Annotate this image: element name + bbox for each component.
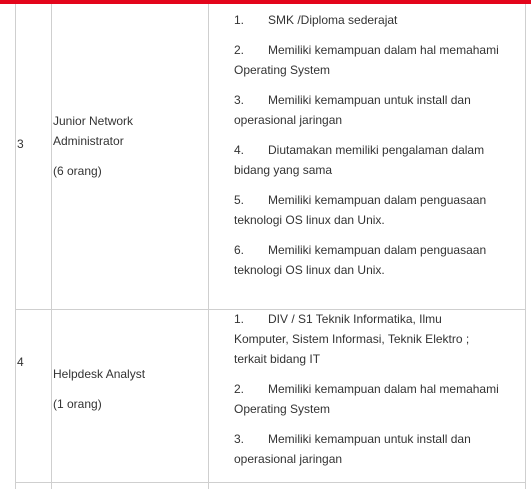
requirement-text: Memiliki kemampuan untuk install dan (268, 93, 471, 107)
requirement-item (234, 90, 529, 130)
row-number: 4 (17, 355, 24, 369)
requirement-text: teknologi OS linux dan Unix. (234, 213, 385, 227)
requirement-text: Memiliki kemampuan untuk install dan (268, 432, 471, 446)
requirement-text: Memiliki kemampuan dalam hal memahami (268, 43, 499, 57)
position-count: (1 orang) (53, 397, 102, 411)
requirement-item (234, 379, 529, 419)
requirement-number: 2. (234, 382, 245, 396)
requirement-text: Memiliki kemampuan dalam hal memahami (268, 382, 499, 396)
requirement-text: terkait bidang IT (234, 352, 321, 366)
requirement-text: Diutamakan memiliki pengalaman dalam (268, 143, 485, 157)
row-number: 3 (17, 137, 24, 151)
table-border-left (15, 4, 16, 489)
requirement-text: Operating System (234, 63, 331, 77)
requirement-number: 4. (234, 143, 245, 157)
requirement-item (234, 10, 529, 30)
requirement-text: DIV / S1 Teknik Informatika, Ilmu (268, 312, 442, 326)
requirement-text: Komputer, Sistem Informasi, Teknik Elektro ; (234, 332, 470, 346)
requirement-number: 1. (234, 312, 245, 326)
requirement-text: teknologi OS linux dan Unix. (234, 263, 385, 277)
table-divider-1 (51, 4, 52, 489)
requirement-text: Memiliki kemampuan dalam penguasaan (268, 243, 487, 257)
table-divider-2 (208, 4, 209, 489)
requirement-number: 1. (234, 13, 245, 27)
requirement-item (234, 309, 529, 369)
position-title-line: Junior Network (53, 114, 134, 128)
position-count: (6 orang) (53, 164, 102, 178)
requirement-text: Memiliki kemampuan dalam penguasaan (268, 193, 487, 207)
requirement-text: bidang yang sama (234, 163, 333, 177)
requirement-text: operasional jaringan (234, 113, 343, 127)
requirement-number: 6. (234, 243, 245, 257)
position-title-line: Helpdesk Analyst (53, 367, 146, 381)
requirement-item (234, 240, 529, 280)
top-accent-bar (0, 0, 531, 4)
requirement-item (234, 40, 529, 80)
position-title-line: Administrator (53, 134, 124, 148)
requirement-text: Operating System (234, 402, 331, 416)
requirement-number: 2. (234, 43, 245, 57)
requirement-text: SMK /Diploma sederajat (268, 13, 398, 27)
requirement-number: 3. (234, 432, 245, 446)
row-separator-bottom (15, 482, 526, 483)
requirement-item (234, 140, 529, 180)
requirement-number: 3. (234, 93, 245, 107)
requirement-item (234, 429, 529, 469)
requirement-item (234, 190, 529, 230)
requirement-text: operasional jaringan (234, 452, 343, 466)
requirement-number: 5. (234, 193, 245, 207)
